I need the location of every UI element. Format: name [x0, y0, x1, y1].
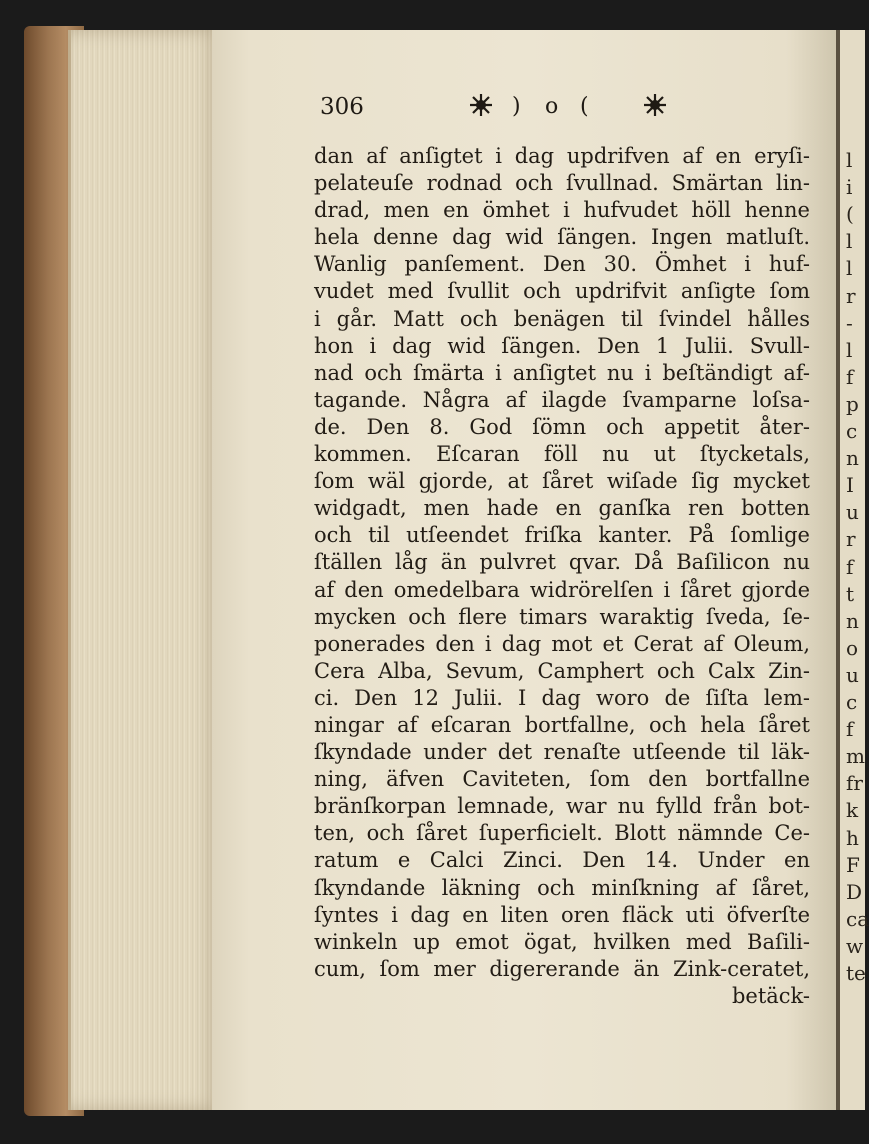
- text-line: ning, äfven Caviteten, ſom den bortfallne: [314, 767, 810, 792]
- text-line: ſom wäl gjorde, at ſåret wiſade ſig mycket: [314, 469, 810, 494]
- ornament-icon: [468, 92, 494, 118]
- facing-page-letter: o: [846, 635, 859, 660]
- facing-page-letter: f: [846, 554, 854, 579]
- text-line: ratum e Calci Zinci. Den 14. Under en: [314, 848, 810, 873]
- catchword: betäck-: [731, 983, 810, 1008]
- facing-page-letter: c: [846, 419, 858, 443]
- ornament-icon: [642, 92, 668, 118]
- text-line: nad och ſmärta i anſigtet nu i beſtändigt af-: [314, 360, 810, 385]
- text-line: dan af anſigtet i dag updrifven af en eryſi-: [314, 144, 810, 168]
- facing-page-letter: D: [846, 879, 863, 904]
- page-stack-edge: [68, 30, 221, 1110]
- text-line: cum, ſom mer digererande än Zink-ceratet,: [314, 956, 810, 981]
- facing-page-letter: p: [846, 391, 859, 416]
- text-line: och til utſeendet friſka kanter. På ſomlige: [314, 523, 810, 548]
- facing-page-letter: i: [846, 175, 853, 200]
- facing-page-letter: h: [846, 825, 859, 850]
- facing-page-letter: l: [846, 229, 853, 254]
- page-number: 306: [320, 94, 364, 120]
- facing-page-letter: r: [846, 283, 856, 308]
- facing-page-letter: l: [846, 256, 853, 281]
- facing-page-letter: n: [846, 608, 859, 633]
- text-line: mycken och flere timars waraktig ſveda, ſe-: [314, 604, 810, 629]
- facing-page-letter: u: [846, 662, 859, 687]
- facing-page-letter: ca: [846, 906, 869, 931]
- text-line: ningar af eſcaran bortfallne, och hela ſåret: [314, 712, 810, 737]
- facing-page-letter: I: [846, 473, 854, 498]
- text-line: ten, och ſåret ſuperficielt. Blott nämnde Ce-: [314, 821, 810, 846]
- text-line: ſtällen låg än pulvret qvar. Då Baſilicon nu: [314, 550, 810, 575]
- facing-page-fragment: [840, 30, 869, 1110]
- facing-page-letter: F: [846, 852, 860, 877]
- text-line: kommen. Eſcaran föll nu ut ſtycketals,: [314, 442, 810, 467]
- text-line: ponerades den i dag mot et Cerat af Oleum,: [314, 631, 810, 656]
- text-line: hela denne dag wid ſängen. Ingen matluſt.: [314, 225, 810, 250]
- facing-page-letter: c: [846, 690, 858, 714]
- facing-page-letter: fr: [846, 771, 863, 796]
- running-head-glyph: (: [580, 94, 589, 119]
- facing-page-letter: w: [846, 933, 864, 958]
- body-text: [314, 143, 810, 1010]
- text-line: ſyntes i dag en liten oren fläck uti öfverſte: [314, 902, 810, 927]
- text-line: de. Den 8. God ſömn och appetit åter-: [314, 414, 810, 439]
- text-line: tagande. Några af ilagde ſvamparne loſsa-: [314, 387, 810, 412]
- text-line: vudet med ſvullit och updrifvit anſigte ſom: [314, 279, 810, 304]
- facing-page-letter: f: [846, 717, 854, 742]
- text-line: winkeln up emot ögat, hvilken med Baſili-: [314, 929, 810, 954]
- facing-page-letter: m: [846, 744, 865, 769]
- text-line: pelateuſe rodnad och ſvullnad. Smärtan lin-: [314, 171, 810, 196]
- text-line: Cera Alba, Sevum, Camphert och Calx Zin-: [314, 658, 810, 683]
- text-line: i går. Matt och benägen til ſvindel hålles: [314, 306, 810, 331]
- facing-page-letter: (: [846, 202, 854, 227]
- text-line: ci. Den 12 Julii. I dag woro de ſiſta lem-: [314, 685, 810, 710]
- facing-page-letter: f: [846, 364, 854, 389]
- facing-page-letter: k: [846, 798, 859, 823]
- facing-page-letter: -: [846, 310, 853, 335]
- facing-page-letter: l: [846, 337, 853, 362]
- facing-page-letter: u: [846, 500, 859, 525]
- text-line: ſkyndade under det renaſte utſeende til läk-: [314, 740, 810, 765]
- facing-page-letter: t: [846, 581, 855, 606]
- page-header: [312, 90, 672, 124]
- facing-page-letter: r: [846, 527, 856, 552]
- facing-page-letter: l: [846, 148, 853, 172]
- running-head-glyph: ): [512, 94, 521, 119]
- text-line: bränſkorpan lemnade, war nu fylld från bot-: [314, 794, 810, 819]
- text-line: widgadt, men hade en ganſka ren botten: [314, 496, 810, 521]
- facing-page-letter: n: [846, 446, 859, 471]
- text-line: drad, men en ömhet i hufvudet höll henne: [314, 198, 810, 223]
- text-line: hon i dag wid ſängen. Den 1 Julii. Svull-: [314, 333, 810, 358]
- text-line: af den omedelbara widrörelſen i ſåret gjorde: [314, 577, 810, 602]
- text-line: Wanlig panſement. Den 30. Ömhet i huf-: [314, 252, 810, 277]
- text-line: ſkyndande läkning och minſkning af ſåret,: [314, 875, 810, 900]
- facing-page-letter: te: [846, 961, 866, 985]
- running-head-glyph: o: [545, 94, 559, 119]
